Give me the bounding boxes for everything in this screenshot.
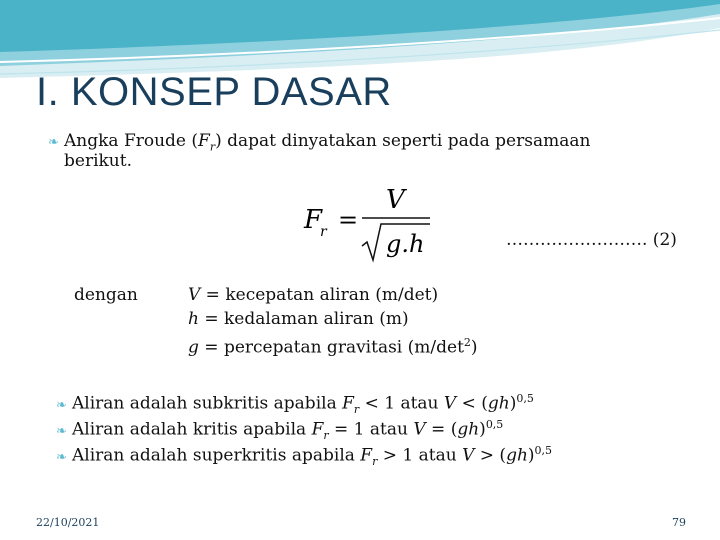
intro-text: ❧ Angka Froude $(F_r)$ dapat dinyatakan seperti pada persamaan — [48, 131, 591, 154]
leaf-bullet-icon: ❧ — [56, 423, 67, 439]
definition-list — [188, 283, 478, 360]
eq-numerator: V — [386, 185, 405, 215]
eq-lhs-sub: r — [320, 224, 327, 240]
eq-lhs: F — [304, 205, 323, 235]
equation-number: ……………………. (2) — [506, 230, 677, 250]
slide-date: 22/10/2021 — [36, 516, 100, 529]
def-velocity: V = kecepatan aliran (m/det) — [188, 285, 439, 305]
eq-equals: = — [338, 206, 359, 234]
condition-supercritical: ❧ Aliran adalah superkritis apabila $F_r > 1$ atau V > (gh)$^{0,5}$ — [56, 444, 553, 469]
intro-text-continued: berikut. — [64, 151, 132, 171]
condition-subcritical: ❧ Aliran adalah subkritis apabila $F_r < 1$ atau V < (gh)$^{0,5}$ — [56, 392, 534, 417]
defs-label: dengan — [74, 285, 138, 305]
eq-denominator: g.h — [386, 230, 425, 258]
def-gravity: g = percepatan gravitasi $(m/\det^2)$ — [188, 336, 478, 358]
condition-critical: ❧ Aliran adalah kritis apabila $F_r = 1$ atau V = (gh)$^{0,5}$ — [56, 418, 504, 443]
slide-title: I. KONSEP DASAR — [36, 70, 392, 114]
leaf-bullet-icon: ❧ — [48, 135, 59, 150]
slide-number: 79 — [672, 516, 686, 529]
def-depth: h = kedalaman aliran (m) — [188, 309, 409, 329]
froude-equation — [300, 180, 440, 265]
leaf-bullet-icon: ❧ — [56, 449, 67, 465]
leaf-bullet-icon: ❧ — [56, 397, 67, 413]
